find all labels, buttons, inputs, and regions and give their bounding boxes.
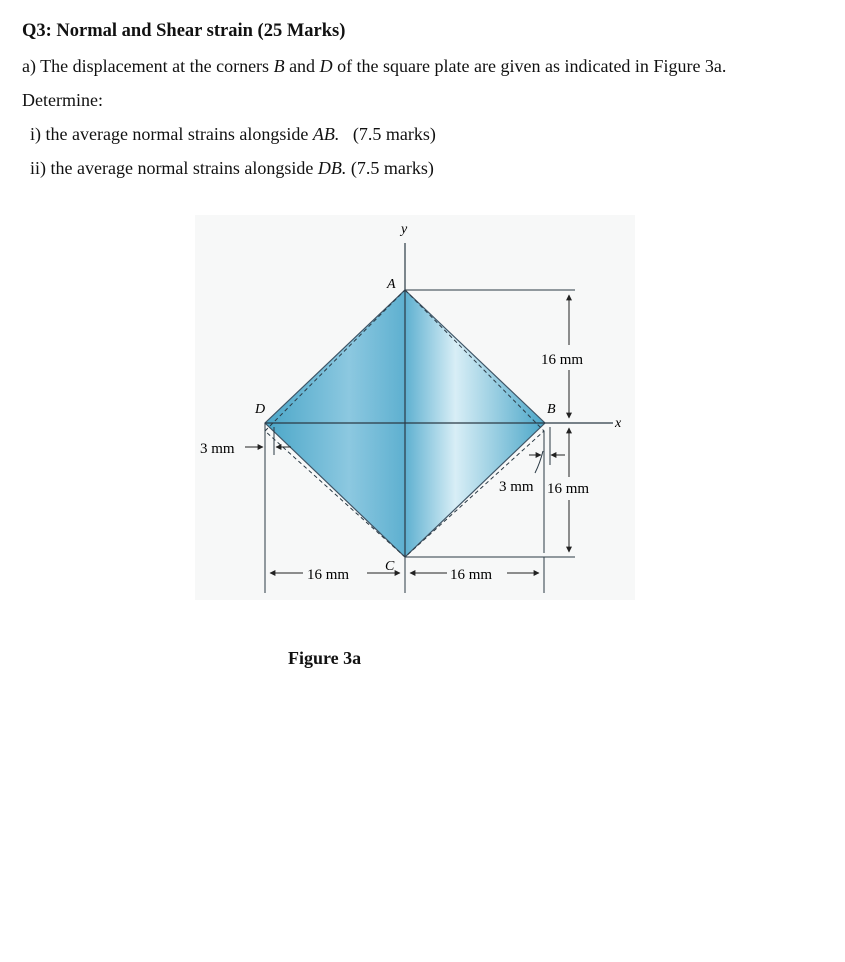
disp-leader-right: [535, 451, 543, 473]
dim-top-right-text: 16 mm: [541, 352, 584, 368]
dim-bottom-center-text: 16 mm: [450, 567, 493, 583]
corner-c-label: C: [385, 559, 395, 574]
y-axis-label: y: [401, 222, 408, 237]
marks-ii: (7.5 marks): [346, 158, 434, 178]
determine-label: Determine:: [22, 90, 103, 110]
disp-right-text: 3 mm: [499, 479, 534, 495]
sub-question-i: i) the average normal strains alongside AB. (7.5 marks): [30, 124, 436, 144]
dim-bottom-right-text: 16 mm: [547, 481, 590, 497]
segment-db: DB.: [317, 158, 347, 178]
corner-b-label: B: [547, 402, 556, 417]
disp-left-text: 3 mm: [200, 441, 235, 457]
corner-d-label: D: [255, 402, 266, 417]
plate-diagram: [195, 215, 635, 600]
figure-3a: [195, 215, 635, 600]
dim-bottom-left-text: 16 mm: [307, 567, 350, 583]
figure-caption: Figure 3a: [288, 648, 362, 668]
segment-ab: AB.: [312, 124, 340, 144]
corner-d-ref: D: [319, 56, 333, 76]
question-title: Q3: Normal and Shear strain (25 Marks): [22, 21, 346, 41]
x-axis-label: x: [615, 416, 622, 431]
corner-b-ref: B: [273, 56, 285, 76]
corner-a-label: A: [387, 277, 396, 292]
sub-question-ii: ii) the average normal strains alongside DB. (7.5 marks): [30, 158, 434, 178]
question-intro: a) The displacement at the corners B and D of the square plate are given as indicated in Figure 3a.: [22, 56, 727, 76]
marks-i: (7.5 marks): [339, 124, 436, 144]
